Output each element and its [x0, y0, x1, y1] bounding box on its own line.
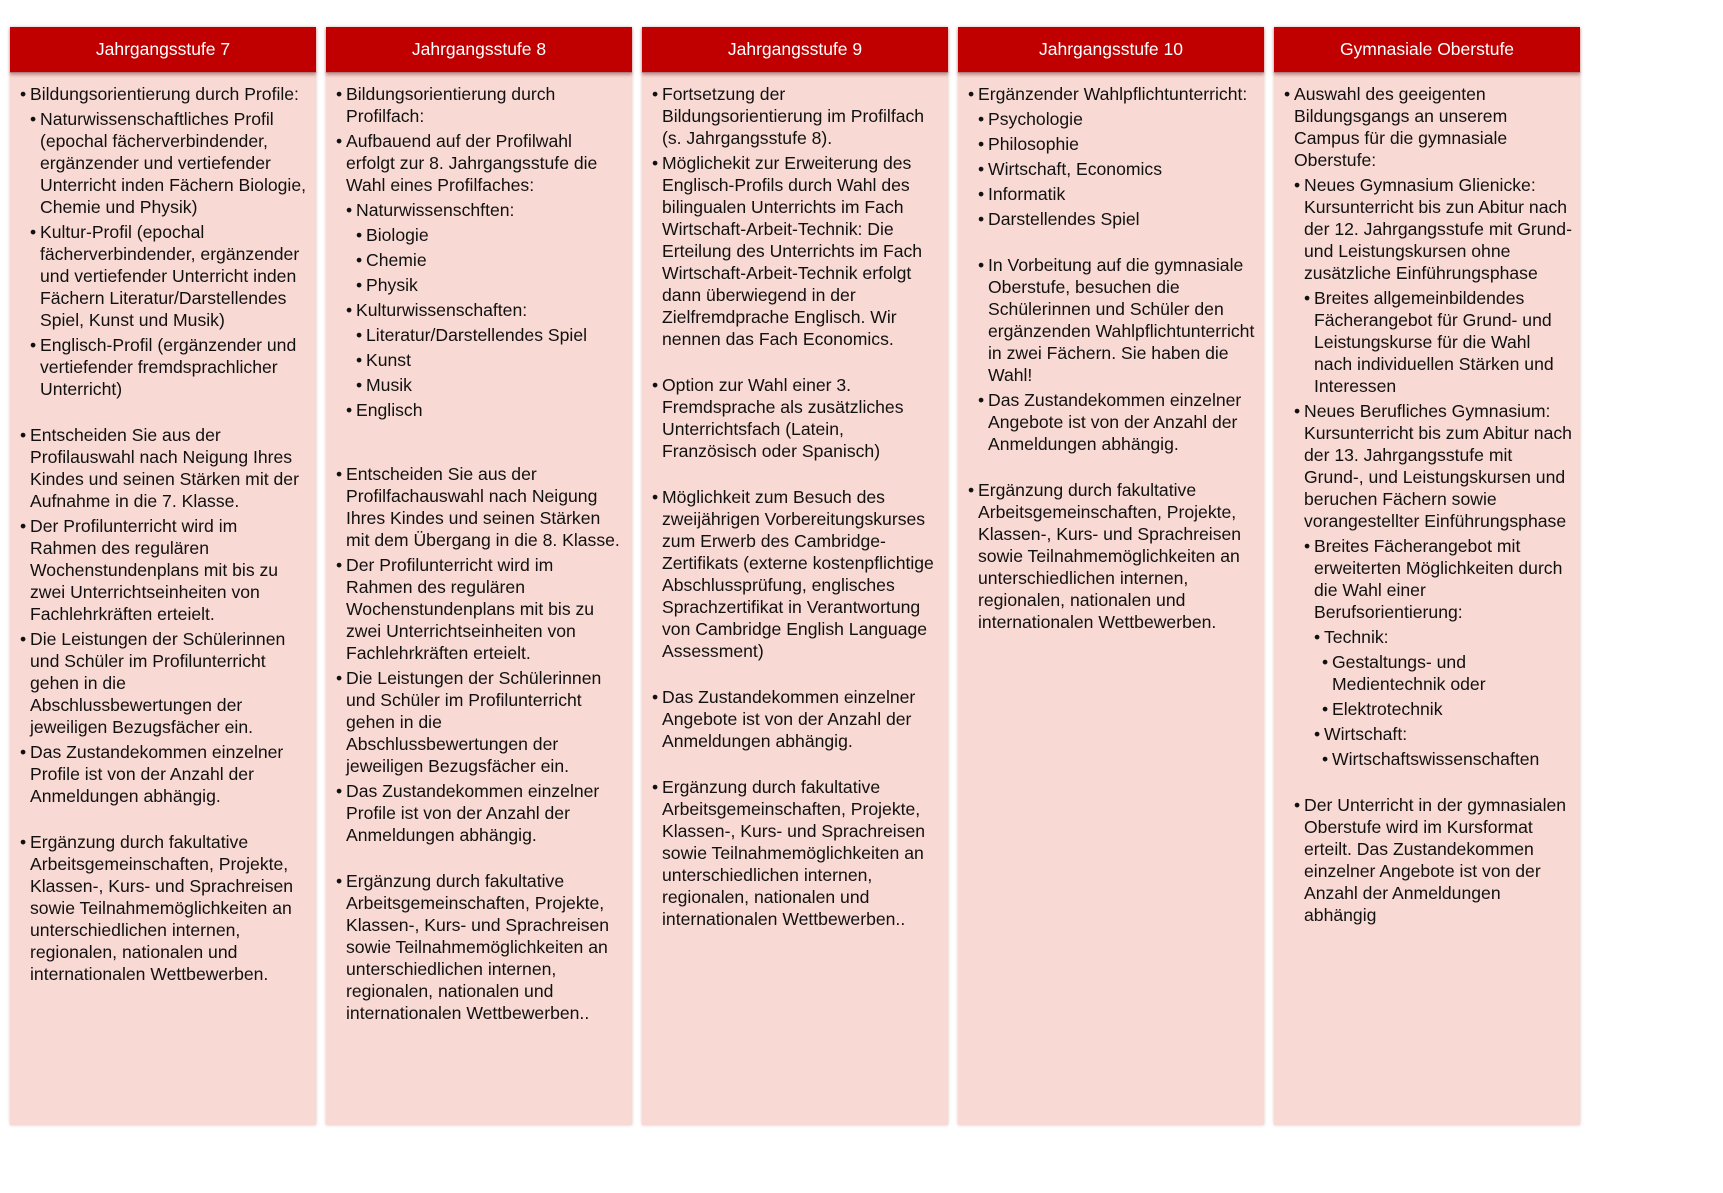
bullet-item: • Die Leistungen der Schülerinnen und Schüler im Profilunterricht gehen in die Abschlussbewertungen der jeweiligen Bezugsfächer ein. — [336, 667, 624, 777]
bullet-item: • Kultur-Profil (epochal fächerverbindender, ergänzender und vertiefender Unterricht inden Fächern Literatur/Darstellendes Spiel, Kunst und Musik) — [20, 221, 308, 331]
bullet-item: • Darstellendes Spiel — [968, 208, 1256, 230]
bullet-item: • Aufbauend auf der Profilwahl erfolgt zur 8. Jahrgangsstufe die Wahl eines Profilfaches: — [336, 130, 624, 196]
bullet-item: • Naturwissenschaftliches Profil (epochal fächerverbindender, ergänzender und vertiefender Unterricht inden Fächern Biologie, Chemie und Physik) — [20, 108, 308, 218]
bullet-item: • Chemie — [336, 249, 624, 271]
bullet-item: • Musik — [336, 374, 624, 396]
bullet-item: • Philosophie — [968, 133, 1256, 155]
bullet-item: • Biologie — [336, 224, 624, 246]
bullet-item: • Auswahl des geeigenten Bildungsgangs an unserem Campus für die gymnasiale Oberstufe: — [1284, 83, 1572, 171]
bullet-item: • Wirtschaft, Economics — [968, 158, 1256, 180]
bullet-item: • Wirtschaftswissenschaften — [1284, 748, 1572, 770]
bullet-item: • Neues Gymnasium Glienicke: Kursunterricht bis zun Abitur nach der 12. Jahrgangsstufe mit Grund- und Leistungskursen ohne zusätzliche Einführungsphase — [1284, 174, 1572, 284]
column-3 — [642, 27, 948, 1125]
bullet-item: • In Vorbeitung auf die gymnasiale Oberstufe, besuchen die Schülerinnen und Schüler den ergänzenden Wahlpflichtunterricht in zwei Fächern. Sie haben die Wahl! — [968, 254, 1256, 386]
bullet-item: • Ergänzender Wahlpflichtunterricht: — [968, 83, 1256, 105]
bullet-item: • Das Zustandekommen einzelner Profile ist von der Anzahl der Anmeldungen abhängig. — [20, 741, 308, 807]
bullet-item: • Bildungsorientierung durch Profilfach: — [336, 83, 624, 127]
bullet-item: • Ergänzung durch fakultative Arbeitsgemeinschaften, Projekte, Klassen-, Kurs- und Sprachreisen sowie Teilnahmemöglichkeiten an unterschiedlichen internen, regionalen, nationalen und internationalen Wettbewerben.. — [652, 776, 940, 930]
bullet-item: • Der Profilunterricht wird im Rahmen des regulären Wochenstundenplans mit bis zu zwei Unterrichtseinheiten von Fachlehrkräften erteielt. — [20, 515, 308, 625]
column-body — [958, 73, 1264, 633]
bullet-item: • Das Zustandekommen einzelner Angebote ist von der Anzahl der Anmeldungen abhängig. — [652, 686, 940, 752]
bullet-item: • Fortsetzung der Bildungsorientierung im Profilfach (s. Jahrgangsstufe 8). — [652, 83, 940, 149]
bullet-item: • Möglichekit zur Erweiterung des Englisch-Profils durch Wahl des bilingualen Unterrichts im Fach Wirtschaft-Arbeit-Technik: Die Erteilung des Unterrichts im Fach Wirtschaft-Arbeit-Technik erfolgt dann überwiegend in der Zielfremdprache Englisch. Wir nennen das Fach Economics. — [652, 152, 940, 350]
bullet-item: • Kunst — [336, 349, 624, 371]
bullet-item: • Kulturwissenschaften: — [336, 299, 624, 321]
column-4 — [958, 27, 1264, 1125]
bullet-item: • Der Profilunterricht wird im Rahmen des regulären Wochenstundenplans mit bis zu zwei Unterrichtseinheiten von Fachlehrkräften erteielt. — [336, 554, 624, 664]
bullet-item: • Die Leistungen der Schülerinnen und Schüler im Profilunterricht gehen in die Abschlussbewertungen der jeweiligen Bezugsfächer ein. — [20, 628, 308, 738]
column-header: Jahrgangsstufe 7 — [10, 27, 316, 73]
column-5 — [1274, 27, 1580, 1125]
bullet-item: • Englisch-Profil (ergänzender und vertiefender fremdsprachlicher Unterricht) — [20, 334, 308, 400]
column-body — [642, 73, 948, 930]
bullet-item: • Möglichkeit zum Besuch des zweijährigen Vorbereitungskurses zum Erwerb des Cambridge-Zertifikats (externe kostenpflichtige Abschlussprüfung, englisches Sprachzertifikat in Verantwortung von Cambridge English Language Assessment) — [652, 486, 940, 662]
bullet-item: • Das Zustandekommen einzelner Angebote ist von der Anzahl der Anmeldungen abhängig. — [968, 389, 1256, 455]
column-body — [10, 73, 316, 985]
bullet-item: • Breites allgemeinbildendes Fächerangebot für Grund- und Leistungskurse für die Wahl nach individuellen Stärken und Interessen — [1284, 287, 1572, 397]
column-body — [1274, 73, 1580, 926]
column-header: Jahrgangsstufe 9 — [642, 27, 948, 73]
bullet-item: • Der Unterricht in der gymnasialen Oberstufe wird im Kursformat erteilt. Das Zustandekommen einzelner Angebote ist von der Anzahl der Anmeldungen abhängig — [1284, 794, 1572, 926]
bullet-item: • Neues Berufliches Gymnasium: Kursunterricht bis zum Abitur nach der 13. Jahrgangsstufe mit Grund-, und Leistungskursen und beruchen Fächern sowie vorangestellter Einführungsphase — [1284, 400, 1572, 532]
column-body — [326, 73, 632, 1024]
bullet-item: • Ergänzung durch fakultative Arbeitsgemeinschaften, Projekte, Klassen-, Kurs- und Sprachreisen sowie Teilnahmemöglichkeiten an unterschiedlichen internen, regionalen, nationalen und internationalen Wettbewerben. — [968, 479, 1256, 633]
bullet-item: • Gestaltungs- und Medientechnik oder — [1284, 651, 1572, 695]
bullet-item: • Bildungsorientierung durch Profile: — [20, 83, 308, 105]
bullet-item: • Elektrotechnik — [1284, 698, 1572, 720]
bullet-item: • Breites Fächerangebot mit erweiterten Möglichkeiten durch die Wahl einer Berufsorientierung: — [1284, 535, 1572, 623]
column-header: Gymnasiale Oberstufe — [1274, 27, 1580, 73]
bullet-item: • Informatik — [968, 183, 1256, 205]
bullet-item: • Physik — [336, 274, 624, 296]
bullet-item: • Ergänzung durch fakultative Arbeitsgemeinschaften, Projekte, Klassen-, Kurs- und Sprachreisen sowie Teilnahmemöglichkeiten an unterschiedlichen internen, regionalen, nationalen und internationalen Wettbewerben.. — [336, 870, 624, 1024]
bullet-item: • Ergänzung durch fakultative Arbeitsgemeinschaften, Projekte, Klassen-, Kurs- und Sprachreisen sowie Teilnahmemöglichkeiten an unterschiedlichen internen, regionalen, nationalen und internationalen Wettbewerben. — [20, 831, 308, 985]
column-2 — [326, 27, 632, 1125]
column-1 — [10, 27, 316, 1125]
bullet-item: • Entscheiden Sie aus der Profilfachauswahl nach Neigung Ihres Kindes und seinen Stärken mit dem Übergang in die 8. Klasse. — [336, 463, 624, 551]
bullet-item: • Literatur/Darstellendes Spiel — [336, 324, 624, 346]
bullet-item: • Wirtschaft: — [1284, 723, 1572, 745]
bullet-item: • Psychologie — [968, 108, 1256, 130]
column-header: Jahrgangsstufe 8 — [326, 27, 632, 73]
bullet-item: • Englisch — [336, 399, 624, 421]
bullet-item: • Entscheiden Sie aus der Profilauswahl nach Neigung Ihres Kindes und seinen Stärken mit der Aufnahme in die 7. Klasse. — [20, 424, 308, 512]
column-header: Jahrgangsstufe 10 — [958, 27, 1264, 73]
bullet-item: • Das Zustandekommen einzelner Profile ist von der Anzahl der Anmeldungen abhängig. — [336, 780, 624, 846]
bullet-item: • Option zur Wahl einer 3. Fremdsprache als zusätzliches Unterrichtsfach (Latein, Französisch oder Spanisch) — [652, 374, 940, 462]
bullet-item: • Naturwissenschften: — [336, 199, 624, 221]
bullet-item: • Technik: — [1284, 626, 1572, 648]
